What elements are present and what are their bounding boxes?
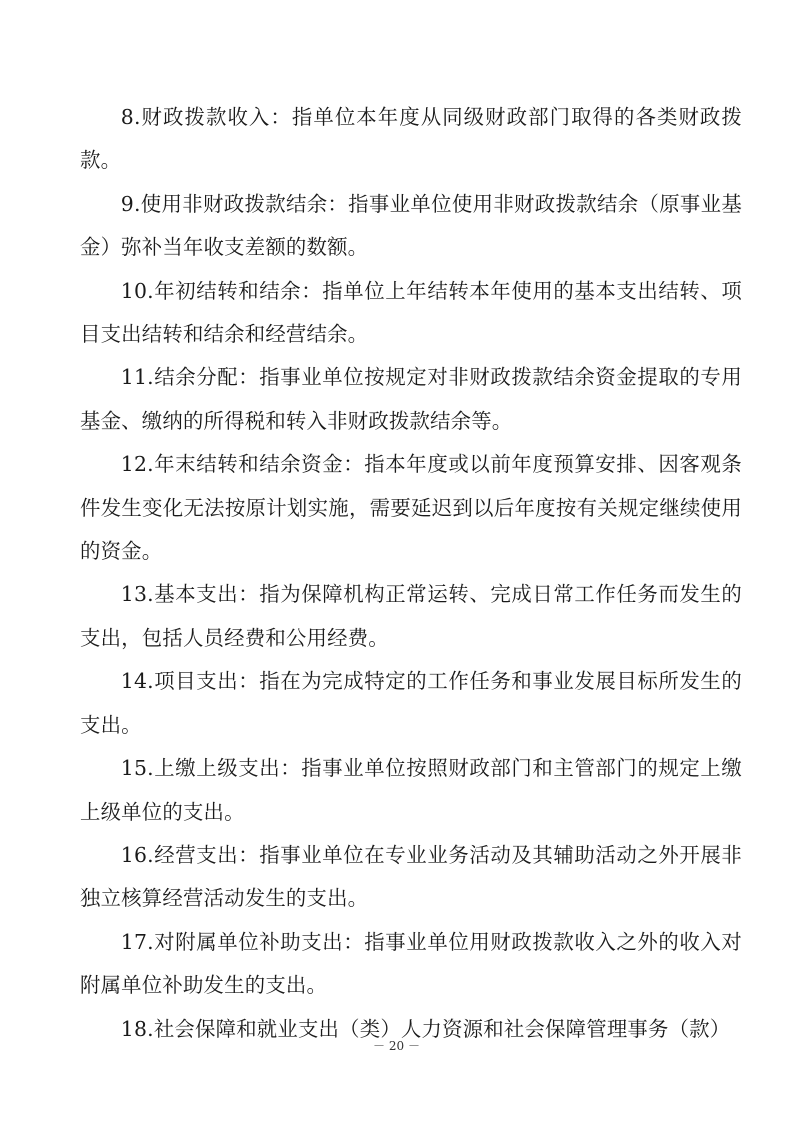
document-body — [80, 96, 742, 1051]
paragraph-17 — [80, 921, 742, 1008]
item-number: 18. — [120, 1016, 154, 1041]
item-text: 财政拨款收入：指单位本年度从同级财政部门取得的各类财政拨款。 — [80, 105, 742, 173]
page-number: － 20 － — [373, 1039, 420, 1053]
paragraph-8 — [80, 96, 742, 183]
paragraph-13 — [80, 573, 742, 660]
item-number: 17. — [120, 929, 154, 954]
item-text: 基本支出：指为保障机构正常运转、完成日常工作任务而发生的支出，包括人员经费和公用经费。 — [80, 582, 742, 650]
item-text: 项目支出：指在为完成特定的工作任务和事业发展目标所发生的支出。 — [80, 669, 742, 737]
item-text: 经营支出：指事业单位在专业业务活动及其辅助活动之外开展非独立核算经营活动发生的支出。 — [80, 842, 742, 911]
item-text: 社会保障和就业支出（类）人力资源和社会保障管理事务（款） — [153, 1016, 731, 1041]
item-text: 结余分配：指事业单位按规定对非财政拨款结余资金提取的专用基金、缴纳的所得税和转入非财政拨款结余等。 — [80, 365, 742, 433]
item-number: 11. — [120, 365, 154, 390]
item-number: 14. — [120, 669, 154, 694]
item-number: 8. — [120, 105, 141, 129]
item-text: 年初结转和结余：指单位上年结转本年使用的基本支出结转、项目支出结转和结余和经营结余。 — [80, 278, 742, 347]
item-number: 13. — [120, 582, 154, 607]
item-number: 15. — [120, 756, 154, 781]
item-text: 年末结转和结余资金：指本年度或以前年度预算安排、因客观条件发生变化无法按原计划实施，需要延迟到以后年度按有关规定继续使用的资金。 — [80, 452, 742, 564]
paragraph-15 — [80, 747, 742, 834]
paragraph-14 — [80, 660, 742, 747]
paragraph-9 — [80, 183, 742, 270]
item-number: 16. — [120, 842, 154, 867]
item-number: 10. — [120, 278, 154, 303]
item-number: 9. — [120, 191, 141, 216]
item-number: 12. — [120, 452, 154, 477]
item-text: 对附属单位补助支出：指事业单位用财政拨款收入之外的收入对附属单位补助发生的支出。 — [80, 929, 742, 998]
paragraph-16 — [80, 834, 742, 921]
item-text: 使用非财政拨款结余：指事业单位使用非财政拨款结余（原事业基金）弥补当年收支差额的数额。 — [80, 191, 742, 260]
item-text: 上缴上级支出：指事业单位按照财政部门和主管部门的规定上缴上级单位的支出。 — [80, 756, 742, 824]
paragraph-11 — [80, 356, 742, 443]
paragraph-12 — [80, 443, 742, 573]
paragraph-10 — [80, 270, 742, 357]
